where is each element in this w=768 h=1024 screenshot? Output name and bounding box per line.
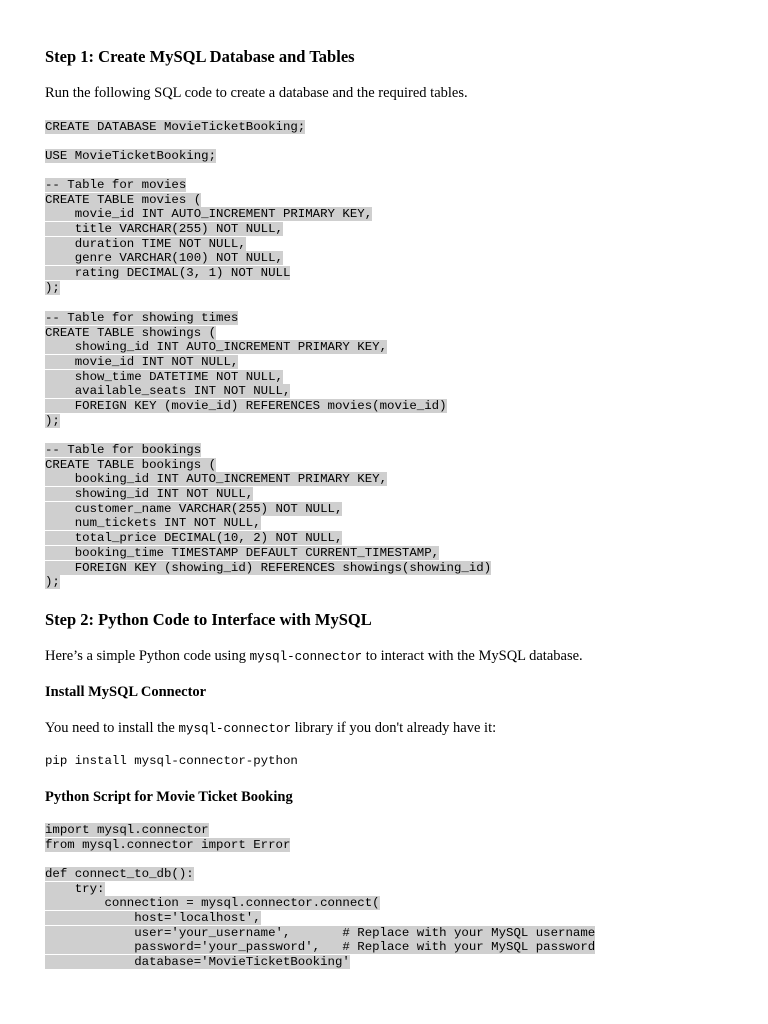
code-line-text: password='your_password', # Replace with your MySQL password (45, 940, 596, 955)
code-line-text: try: (45, 881, 105, 896)
code-line-text: pip install mysql-connector-python (45, 754, 298, 768)
sql-showings-table-block (45, 311, 447, 429)
code-line-text: duration TIME NOT NULL, (45, 236, 246, 251)
code-line (45, 414, 447, 429)
code-line (45, 458, 491, 473)
code-line-text: available_seats INT NOT NULL, (45, 384, 291, 399)
code-line-text: host='localhost', (45, 911, 261, 926)
code-line (45, 399, 447, 414)
code-line-text: booking_time TIMESTAMP DEFAULT CURRENT_TIMESTAMP, (45, 545, 440, 560)
code-line (45, 940, 595, 955)
pip-install-command (45, 754, 298, 769)
code-line (45, 896, 595, 911)
code-line-text: genre VARCHAR(100) NOT NULL, (45, 251, 283, 266)
code-line (45, 516, 491, 531)
code-line-text: movie_id INT AUTO_INCREMENT PRIMARY KEY, (45, 207, 373, 222)
code-line (45, 370, 447, 385)
code-line (45, 193, 372, 208)
code-line (45, 575, 491, 590)
code-line (45, 149, 216, 164)
code-line-text: booking_id INT AUTO_INCREMENT PRIMARY KEY, (45, 472, 388, 487)
step2-heading: Step 2: Python Code to Interface with MySQL (45, 610, 372, 629)
code-line-text: FOREIGN KEY (showing_id) REFERENCES showings(showing_id) (45, 560, 492, 575)
code-line (45, 472, 491, 487)
code-line-text: CREATE DATABASE MovieTicketBooking; (45, 120, 306, 134)
inline-code-mysql-connector: mysql-connector (249, 650, 363, 664)
code-line-text: import mysql.connector (45, 823, 209, 837)
code-line (45, 867, 595, 882)
sql-bookings-table-block (45, 443, 491, 590)
script-heading: Python Script for Movie Ticket Booking (45, 789, 293, 805)
code-line-text: FOREIGN KEY (movie_id) REFERENCES movies(movie_id) (45, 399, 447, 414)
code-line-text: CREATE TABLE showings ( (45, 325, 217, 340)
install-text-after: library if you don't already have it: (290, 720, 497, 736)
python-imports-block (45, 823, 290, 852)
code-line (45, 882, 595, 897)
code-line (45, 355, 447, 370)
code-line-text: USE MovieTicketBooking; (45, 149, 217, 163)
python-connect-function-block (45, 867, 595, 970)
code-line (45, 926, 595, 941)
code-line (45, 487, 491, 502)
step2-intro-text-after: to interact with the MySQL database. (362, 648, 583, 664)
code-line (45, 340, 447, 355)
code-line (45, 955, 595, 970)
code-line-text: -- Table for showing times (45, 311, 239, 325)
code-line (45, 911, 595, 926)
code-line (45, 384, 447, 399)
code-line-text: movie_id INT NOT NULL, (45, 355, 239, 370)
step2-intro-text-before: Here’s a simple Python code using (45, 648, 250, 664)
sql-create-database-block (45, 120, 305, 135)
code-line-text: showing_id INT NOT NULL, (45, 487, 254, 502)
code-line (45, 237, 372, 252)
code-line-text: title VARCHAR(255) NOT NULL, (45, 222, 283, 237)
code-line-text: customer_name VARCHAR(255) NOT NULL, (45, 501, 343, 516)
code-line-text: CREATE TABLE movies ( (45, 192, 202, 207)
step1-intro: Run the following SQL code to create a database and the required tables. (45, 85, 468, 101)
code-line (45, 546, 491, 561)
sql-use-database-block (45, 149, 216, 164)
code-line-text: show_time DATETIME NOT NULL, (45, 369, 283, 384)
code-line-text: database='MovieTicketBooking' (45, 955, 350, 970)
install-text (45, 720, 496, 737)
code-line-text: from mysql.connector import Error (45, 837, 291, 852)
code-line-text: showing_id INT AUTO_INCREMENT PRIMARY KEY, (45, 340, 388, 355)
code-line (45, 281, 372, 296)
code-line-text: -- Table for movies (45, 178, 187, 192)
code-line (45, 754, 298, 769)
code-line (45, 207, 372, 222)
code-line-text: ); (45, 575, 60, 590)
code-line (45, 311, 447, 326)
code-line-text: CREATE TABLE bookings ( (45, 457, 217, 472)
code-line (45, 443, 491, 458)
code-line (45, 222, 372, 237)
inline-code-mysql-connector-library: mysql-connector (178, 722, 291, 736)
code-line-text: user='your_username', # Replace with your MySQL username (45, 925, 596, 940)
code-line-text: connection = mysql.connector.connect( (45, 896, 380, 911)
code-line (45, 838, 290, 853)
step2-intro (45, 648, 583, 665)
code-line (45, 531, 491, 546)
code-line-text: rating DECIMAL(3, 1) NOT NULL (45, 266, 291, 281)
code-line (45, 120, 305, 135)
code-line (45, 561, 491, 576)
code-line (45, 502, 491, 517)
code-line-text: def connect_to_db(): (45, 867, 194, 881)
code-line (45, 266, 372, 281)
code-line-text: -- Table for bookings (45, 443, 202, 457)
code-line (45, 823, 290, 838)
code-line (45, 251, 372, 266)
code-line-text: ); (45, 413, 60, 428)
code-line-text: ); (45, 280, 60, 295)
install-text-before: You need to install the (45, 720, 179, 736)
code-line-text: num_tickets INT NOT NULL, (45, 516, 261, 531)
code-line (45, 178, 372, 193)
step1-heading: Step 1: Create MySQL Database and Tables (45, 47, 355, 66)
install-heading: Install MySQL Connector (45, 684, 207, 700)
code-line-text: total_price DECIMAL(10, 2) NOT NULL, (45, 531, 343, 546)
sql-movies-table-block (45, 178, 372, 296)
code-line (45, 326, 447, 341)
